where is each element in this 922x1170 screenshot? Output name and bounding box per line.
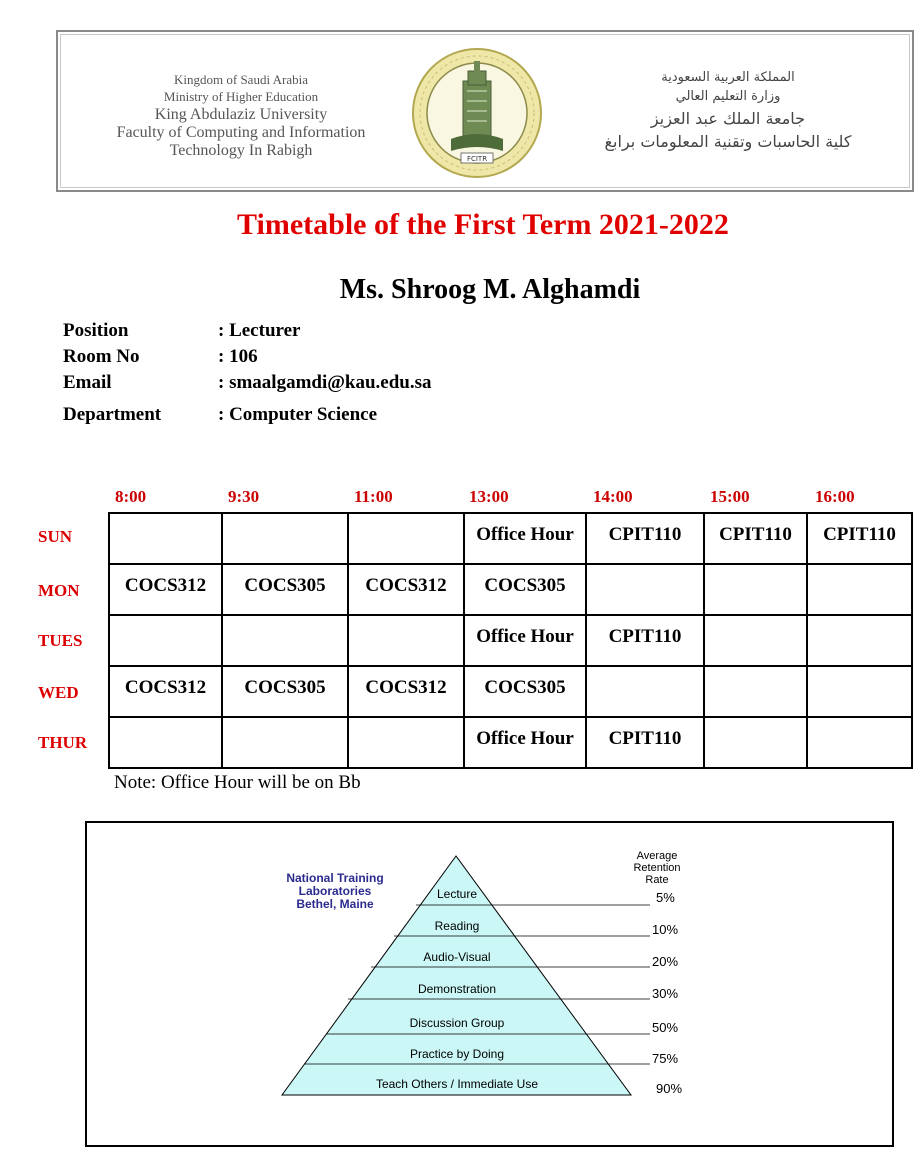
pyramid-level-label: Demonstration bbox=[417, 982, 497, 996]
time-label: 11:00 bbox=[354, 487, 393, 506]
timetable-cell: COCS312 bbox=[348, 666, 464, 717]
timetable-cell: COCS305 bbox=[222, 666, 348, 717]
timetable-cell: Office Hour bbox=[464, 615, 586, 666]
pyramid-level-label: Lecture bbox=[436, 887, 478, 901]
timetable-cell: COCS305 bbox=[464, 666, 586, 717]
timetable-cell: COCS305 bbox=[464, 564, 586, 615]
timetable-cell: CPIT110 bbox=[704, 513, 807, 564]
pyramid-level-label: Reading bbox=[434, 919, 480, 933]
timetable-cell: COCS305 bbox=[222, 564, 348, 615]
pyramid-level-label: Audio-Visual bbox=[423, 950, 491, 964]
retention-rate: 20% bbox=[652, 954, 679, 969]
info-label: Email bbox=[63, 372, 112, 393]
info-label: Room No bbox=[63, 346, 140, 367]
pyramid-level-label: Discussion Group bbox=[409, 1016, 505, 1030]
retention-rate: 90% bbox=[656, 1081, 683, 1096]
day-label: MON bbox=[38, 581, 80, 600]
time-label: 15:00 bbox=[710, 487, 750, 506]
arabic-faculty-line: كلية الحاسبات وتقنية المعلومات برابغ bbox=[604, 132, 852, 151]
retention-rate: 75% bbox=[652, 1051, 679, 1066]
faculty-line-2: Technology In Rabigh bbox=[169, 142, 313, 159]
retention-header-line: Rate bbox=[645, 874, 669, 886]
timetable-cell: COCS312 bbox=[348, 564, 464, 615]
arabic-university-line: جامعة الملك عبد العزيز bbox=[650, 109, 806, 128]
time-label: 8:00 bbox=[115, 487, 147, 506]
info-value: : Computer Science bbox=[218, 404, 378, 425]
retention-rate: 10% bbox=[652, 922, 679, 937]
timetable-cell: Office Hour bbox=[464, 513, 586, 564]
time-label: 14:00 bbox=[593, 487, 633, 506]
timetable-cell: CPIT110 bbox=[586, 717, 704, 768]
retention-rate: 5% bbox=[656, 890, 675, 905]
timetable-note: Note: Office Hour will be on Bb bbox=[114, 772, 361, 793]
info-value[interactable]: : smaalgamdi@kau.edu.sa bbox=[218, 372, 432, 393]
retention-rate: 50% bbox=[652, 1020, 679, 1035]
retention-rate: 30% bbox=[652, 986, 679, 1001]
info-label: Position bbox=[63, 320, 129, 341]
day-label: SUN bbox=[38, 527, 73, 546]
retention-header-line: Average bbox=[636, 850, 678, 862]
info-value: : 106 bbox=[218, 346, 258, 367]
time-label: 13:00 bbox=[469, 487, 509, 506]
day-label: THUR bbox=[38, 733, 88, 752]
instructor-name: Ms. Shroog M. Alghamdi bbox=[339, 274, 641, 305]
faculty-line-1: Faculty of Computing and Information bbox=[116, 124, 366, 141]
timetable-cell: CPIT110 bbox=[807, 513, 912, 564]
source-credit bbox=[265, 872, 405, 911]
source-line: National Training bbox=[286, 871, 384, 885]
arabic-country-line: المملكة العربية السعودية bbox=[661, 70, 795, 85]
timetable-cell: COCS312 bbox=[109, 564, 222, 615]
source-line: Laboratories bbox=[298, 884, 372, 898]
arabic-ministry-line: وزارة التعليم العالي bbox=[675, 89, 781, 104]
timetable-cell: CPIT110 bbox=[586, 615, 704, 666]
day-label: WED bbox=[38, 683, 79, 702]
retention-header-line: Retention bbox=[633, 862, 681, 874]
timetable-cell: COCS312 bbox=[109, 666, 222, 717]
source-line: Bethel, Maine bbox=[296, 897, 374, 911]
timetable-cell: CPIT110 bbox=[586, 513, 704, 564]
university-line: King Abdulaziz University bbox=[154, 106, 328, 123]
pyramid-level-label: Teach Others / Immediate Use bbox=[375, 1077, 539, 1091]
time-label: 16:00 bbox=[815, 487, 855, 506]
page-title: Timetable of the First Term 2021-2022 bbox=[237, 208, 729, 241]
day-label: TUES bbox=[38, 631, 83, 650]
ministry-line: Ministry of Higher Education bbox=[163, 89, 319, 104]
timetable-cell: Office Hour bbox=[464, 717, 586, 768]
info-value: : Lecturer bbox=[218, 320, 301, 341]
time-label: 9:30 bbox=[228, 487, 260, 506]
seal-text: FCITR bbox=[466, 155, 488, 163]
info-label: Department bbox=[63, 404, 162, 425]
retention-rate-header bbox=[622, 850, 692, 886]
country-line: Kingdom of Saudi Arabia bbox=[174, 72, 308, 87]
pyramid-level-label: Practice by Doing bbox=[409, 1047, 505, 1061]
